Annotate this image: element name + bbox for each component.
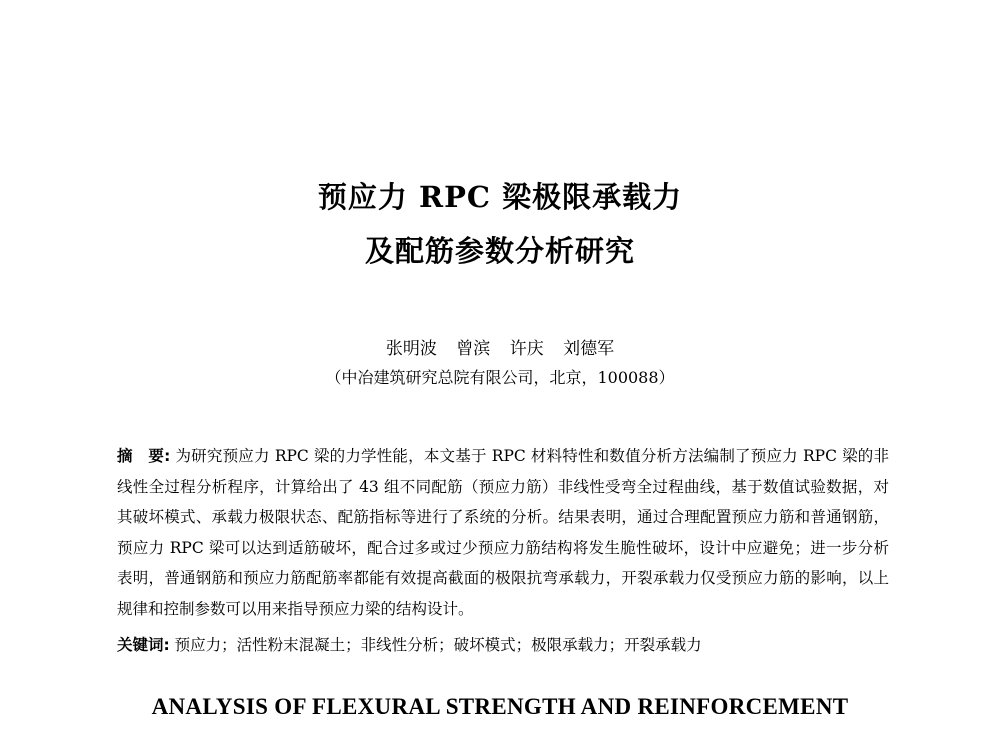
keywords-text: 预应力；活性粉末混凝土；非线性分析；破坏模式；极限承载力；开裂承载力 bbox=[169, 636, 702, 654]
abstract bbox=[117, 441, 889, 624]
abstract-text: 为研究预应力 RPC 梁的力学性能，本文基于 RPC 材料特性和数值分析方法编制了预应力 RPC 梁的非线性全过程分析程序，计算给出了 43 组不同配筋（预应力筋）非线性受弯全过程曲线，基于数值试验数据，对其破坏模式、承载力极限状态、配筋指标等进行了系统的分析。结果表明，通过合理配置预应力筋和普通钢筋，预应力 RPC 梁可以达到适筋破坏，配合过多或过少预应力筋结构将发生脆性破坏，设计中应避免；进一步分析表明，普通钢筋和预应力筋配筋率都能有效提高截面的极限抗弯承载力，开裂承载力仅受预应力筋的影响，以上规律和控制参数可以用来指导预应力梁的结构设计。 bbox=[117, 447, 890, 618]
author-list: 张明波 曾滨 许庆 刘德军 bbox=[385, 339, 615, 359]
keywords bbox=[117, 633, 889, 657]
affiliation: （中冶建筑研究总院有限公司，北京，100088） bbox=[325, 368, 675, 387]
english-title: ANALYSIS OF FLEXURAL STRENGTH AND REINFORCEMENT bbox=[151, 694, 849, 719]
paper-title-line-1: 预应力 RPC 梁极限承载力 bbox=[317, 180, 683, 214]
keywords-label: 关键词: bbox=[117, 636, 170, 654]
paper-title-line-2: 及配筋参数分析研究 bbox=[364, 234, 635, 268]
abstract-label: 摘 要: bbox=[117, 447, 171, 465]
